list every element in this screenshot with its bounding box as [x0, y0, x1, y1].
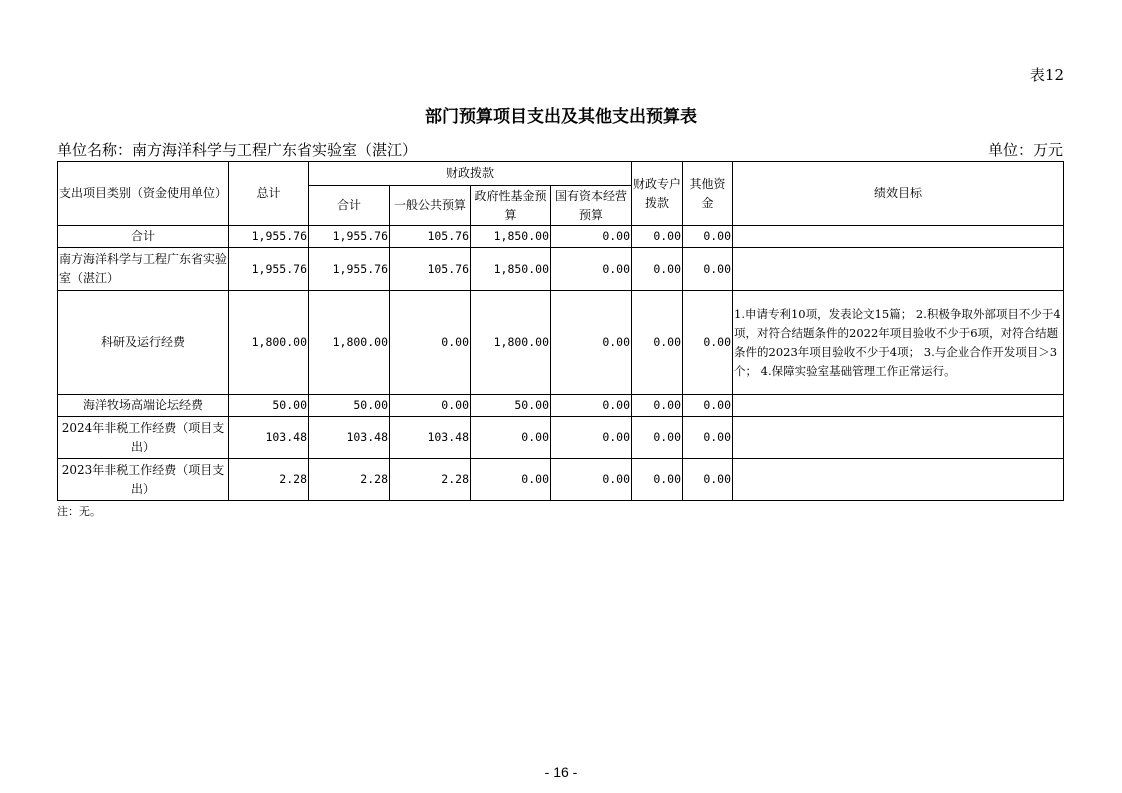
cell-capital: 0.00 — [551, 226, 632, 248]
cell-fund: 50.00 — [471, 395, 551, 417]
header-special-account: 财政专户拨款 — [632, 162, 683, 226]
cell-general: 0.00 — [390, 395, 471, 417]
cell-fund: 1,850.00 — [471, 226, 551, 248]
cell-fund: 0.00 — [471, 459, 551, 501]
table-number: 表12 — [1029, 66, 1064, 84]
unit-info-row — [57, 139, 1063, 160]
table-row — [58, 395, 1064, 417]
cell-goal — [733, 248, 1064, 291]
header-goal: 绩效目标 — [733, 162, 1064, 226]
cell-total: 1,955.76 — [229, 248, 309, 291]
cell-general: 103.48 — [390, 417, 471, 459]
cell-special: 0.00 — [632, 395, 683, 417]
cell-goal: 1.申请专利10项，发表论文15篇； 2.积极争取外部项目不少于4项，对符合结题条件的2022年项目验收不少于6项，对符合结题条件的2023年项目验收不少于4项； 3.与企业合作开发项目＞3个； 4.保障实验室基础管理工作正常运行。 — [733, 291, 1064, 395]
cell-other: 0.00 — [683, 459, 733, 501]
unit-measure: 单位：万元 — [987, 141, 1063, 159]
table-row — [58, 459, 1064, 501]
header-total: 总计 — [229, 162, 309, 226]
cell-capital: 0.00 — [551, 291, 632, 395]
header-general-public: 一般公共预算 — [390, 186, 471, 226]
cell-special: 0.00 — [632, 417, 683, 459]
page-number: - 16 - — [544, 764, 578, 780]
cell-capital: 0.00 — [551, 395, 632, 417]
cell-total: 2.28 — [229, 459, 309, 501]
cell-goal — [733, 417, 1064, 459]
cell-capital: 0.00 — [551, 248, 632, 291]
document-title: 部门预算项目支出及其他支出预算表 — [425, 107, 697, 127]
cell-subtotal: 1,800.00 — [309, 291, 390, 395]
cell-goal — [733, 459, 1064, 501]
cell-subtotal: 103.48 — [309, 417, 390, 459]
cell-other: 0.00 — [683, 248, 733, 291]
cell-capital: 0.00 — [551, 459, 632, 501]
cell-special: 0.00 — [632, 226, 683, 248]
cell-fund: 1,800.00 — [471, 291, 551, 395]
row-name: 合计 — [58, 226, 229, 248]
row-name: 2024年非税工作经费（项目支出） — [58, 417, 229, 459]
cell-total: 1,800.00 — [229, 291, 309, 395]
cell-other: 0.00 — [683, 417, 733, 459]
header-category: 支出项目类别（资金使用单位） — [58, 162, 229, 226]
cell-general: 2.28 — [390, 459, 471, 501]
cell-general: 105.76 — [390, 226, 471, 248]
cell-subtotal: 50.00 — [309, 395, 390, 417]
cell-subtotal: 1,955.76 — [309, 226, 390, 248]
row-name: 南方海洋科学与工程广东省实验室（湛江） — [58, 248, 229, 291]
table-row — [58, 291, 1064, 395]
cell-subtotal: 2.28 — [309, 459, 390, 501]
cell-capital: 0.00 — [551, 417, 632, 459]
header-fiscal-subtotal: 合计 — [309, 186, 390, 226]
header-gov-fund: 政府性基金预算 — [471, 186, 551, 226]
row-name: 海洋牧场高端论坛经费 — [58, 395, 229, 417]
table-row — [58, 417, 1064, 459]
cell-goal — [733, 226, 1064, 248]
header-fiscal-group: 财政拨款 — [309, 162, 632, 186]
cell-special: 0.00 — [632, 248, 683, 291]
row-name: 2023年非税工作经费（项目支出） — [58, 459, 229, 501]
cell-other: 0.00 — [683, 395, 733, 417]
cell-general: 0.00 — [390, 291, 471, 395]
table-note: 注：无。 — [57, 505, 101, 518]
header-row-1 — [58, 162, 1064, 186]
cell-other: 0.00 — [683, 226, 733, 248]
table-row — [58, 226, 1064, 248]
cell-other: 0.00 — [683, 291, 733, 395]
cell-general: 105.76 — [390, 248, 471, 291]
cell-total: 1,955.76 — [229, 226, 309, 248]
row-name: 科研及运行经费 — [58, 291, 229, 395]
cell-fund: 0.00 — [471, 417, 551, 459]
cell-goal — [733, 395, 1064, 417]
cell-fund: 1,850.00 — [471, 248, 551, 291]
table-row — [58, 248, 1064, 291]
cell-total: 50.00 — [229, 395, 309, 417]
cell-total: 103.48 — [229, 417, 309, 459]
header-other-funds: 其他资金 — [683, 162, 733, 226]
unit-name: 单位名称：南方海洋科学与工程广东省实验室（湛江） — [57, 141, 418, 159]
budget-table — [57, 161, 1064, 501]
header-state-capital: 国有资本经营预算 — [551, 186, 632, 226]
cell-special: 0.00 — [632, 291, 683, 395]
cell-subtotal: 1,955.76 — [309, 248, 390, 291]
cell-special: 0.00 — [632, 459, 683, 501]
